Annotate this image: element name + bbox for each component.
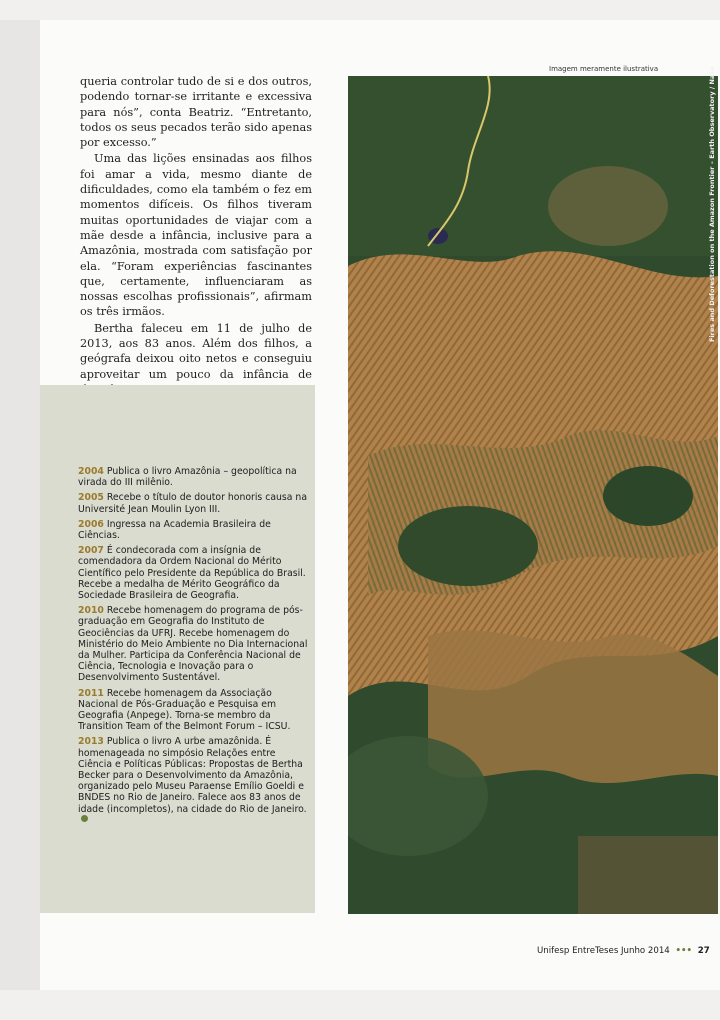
page-gutter (0, 20, 40, 990)
timeline-entry (78, 519, 308, 541)
timeline-year: 2013 (78, 736, 104, 748)
timeline-year: 2006 (78, 518, 104, 530)
publication-name: Unifesp EntreTeses Junho 2014 (537, 946, 670, 956)
timeline-year: 2007 (78, 545, 104, 557)
timeline-text: Recebe homenagem do programa de pós-graduação em Geografia do Instituto de Geociências da UFRJ. Recebe homenagem do Ministério do Meio Ambiente no Dia Internacional da Mulher. Participa da Conferência Nacional de Ciência, Tecnologia e Inovação para o Desenvolvimento Sustentável. (78, 605, 308, 684)
timeline-entry (78, 492, 308, 514)
timeline-entry (78, 736, 308, 826)
timeline-year: 2005 (78, 492, 104, 504)
page-footer (537, 946, 710, 956)
timeline-entry (78, 466, 308, 488)
timeline-year: 2004 (78, 466, 104, 477)
timeline-text: É condecorada com a insígnia de comendadora da Ordem Nacional do Mérito Científico pelo Presidente da República do Brasil. Recebe a medalha de Mérito Geográfico da Sociedade Brasileira de Geografia. (78, 545, 306, 602)
paragraph-1: queria controlar tudo de si e dos outros, podendo tornar-se irritante e excessiva para nós”, conta Beatriz. “Entretanto, todos os seus pecados terão sido apenas por excesso.” (80, 75, 312, 150)
timeline-entry (78, 545, 308, 601)
photo-caption: Imagem meramente ilustrativa (549, 65, 659, 73)
photo-credit: Fires and Deforestation on the Amazon Frontier – Earth Observatory / Nasa (708, 66, 716, 342)
timeline-text: Recebe homenagem da Associação Nacional de Pós-Graduação e Pesquisa em Geografia (Anpege). Torna-se membro da Transition Team of the Belmont Forum – ICSU. (78, 687, 291, 733)
timeline-entry (78, 688, 308, 733)
timeline-text: Ingressa na Academia Brasileira de Ciências. (78, 518, 271, 542)
timeline-text: Publica o livro Amazônia – geopolítica na virada do III milênio. (78, 466, 297, 489)
timeline-year: 2010 (78, 605, 104, 617)
timeline-text: Recebe o título de doutor honoris causa na Université Jean Moulin Lyon III. (78, 492, 308, 515)
paragraph-2: Uma das lições ensinadas aos filhos foi amar a vida, mesmo diante de dificuldades, como ela também o fez em momentos difíceis. Os filhos tiveram muitas oportunidades de viajar com a mãe desde a infância, inclusive para a Amazônia, mostrada com satisfação por ela. “Foram experiências fascinantes que, certamente, influenciaram as nossas escolhas profissionais”, afirmam os três irmãos. (80, 152, 312, 319)
footer-separator-icon: ••• (675, 946, 692, 956)
timeline-year: 2011 (78, 687, 104, 699)
timeline-entry (78, 605, 308, 683)
paragraph-3-text: Bertha faleceu em 11 de julho de 2013, aos 83 anos. Além dos filhos, a geógrafa deixou oito netos e conseguiu aproveitar um pouco da infância de (80, 321, 312, 381)
page-number: 27 (697, 946, 710, 956)
timeline-text: Publica o livro A urbe amazônida. É homenageada no simpósio Relações entre Ciência e Políticas Públicas: Propostas de Bertha Becker para o Desenvolvimento da Amazônia, organizado pelo Museu Paraense Emílio Goeldi e BNDES no Rio de Janeiro. Falece aos 83 anos de idade (incompletos), na cidade do Rio de Janeiro. (78, 736, 307, 815)
end-of-timeline-icon (81, 815, 88, 822)
timeline-list (78, 466, 308, 830)
article-body (80, 74, 312, 397)
